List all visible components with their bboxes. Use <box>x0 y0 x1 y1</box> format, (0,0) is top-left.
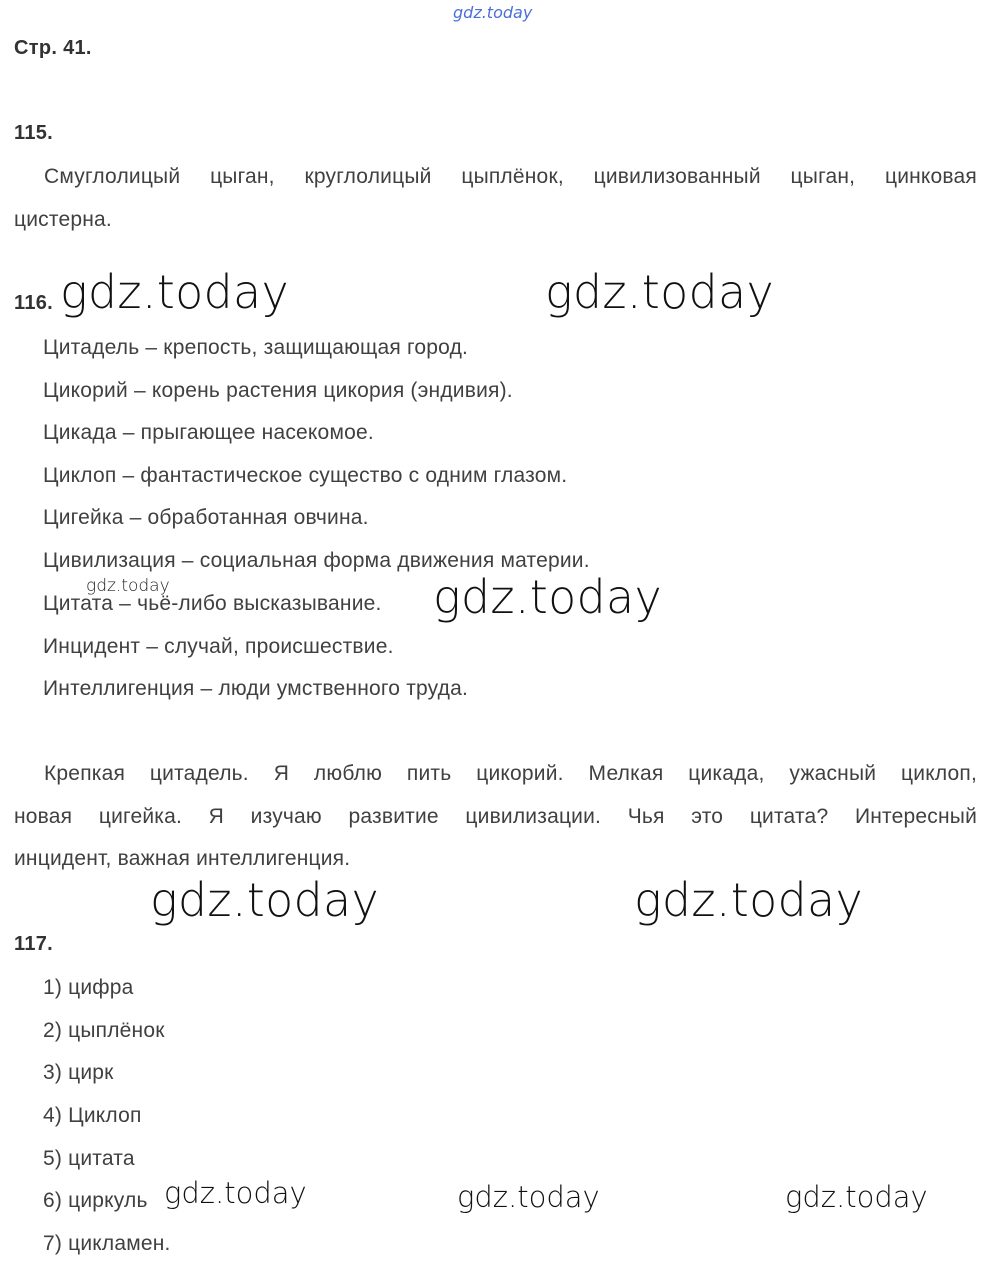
definition-item: Инцидент – случай, происшествие. <box>43 635 394 658</box>
exercise-number-117: 117. <box>14 933 54 955</box>
page-label: Стр. 41. <box>14 37 92 59</box>
definition-item: Цивилизация – социальная форма движения материи. <box>43 549 590 572</box>
exercise-number-115: 115. <box>14 122 54 144</box>
watermark: gdz.today <box>634 873 864 927</box>
watermark: gdz.today <box>545 265 775 319</box>
definition-item: Цитата – чьё-либо высказывание. <box>43 592 382 615</box>
exercise-116-paragraph <box>14 753 977 881</box>
watermark: gdz.today <box>785 1180 928 1214</box>
watermark: gdz.today <box>60 265 290 319</box>
watermark: gdz.today <box>150 873 380 927</box>
definition-item: Цикада – прыгающее насекомое. <box>43 421 374 444</box>
answer-item: 5) цитата <box>43 1147 135 1170</box>
answer-item: 2) цыплёнок <box>43 1019 165 1042</box>
answer-item: 3) цирк <box>43 1061 114 1084</box>
watermark-top: gdz.today <box>453 3 533 22</box>
watermark: gdz.today <box>433 570 663 624</box>
definition-item: Интеллигенция – люди умственного труда. <box>43 677 469 700</box>
text-line: новая цигейка. Я изучаю развитие цивилизации. Чья это цитата? Интересный <box>14 804 977 828</box>
answer-item: 4) Циклоп <box>43 1104 142 1127</box>
definition-item: Цитадель – крепость, защищающая город. <box>43 336 469 359</box>
definition-item: Циклоп – фантастическое существо с одним глазом. <box>43 464 568 487</box>
exercise-number-116: 116. <box>14 292 54 314</box>
watermark: gdz.today <box>457 1180 600 1214</box>
answer-item: 6) циркуль <box>43 1189 148 1212</box>
watermark-small: gdz.today <box>86 576 170 596</box>
answer-item: 7) цикламен. <box>43 1232 171 1255</box>
text-line: инцидент, важная интеллигенция. <box>14 847 351 870</box>
watermark: gdz.today <box>164 1176 307 1210</box>
answer-item: 1) цифра <box>43 976 134 999</box>
text-line: Смуглолицый цыган, круглолицый цыплёнок, цивилизованный цыган, цинковая <box>44 165 977 188</box>
text-line: цистерна. <box>14 207 112 231</box>
definition-item: Цикорий – корень растения цикория (эндивия). <box>43 379 513 402</box>
text-line: Крепкая цитадель. Я люблю пить цикорий. Мелкая цикада, ужасный циклоп, <box>44 762 977 785</box>
definition-item: Цигейка – обработанная овчина. <box>43 506 369 529</box>
exercise-115-text <box>14 156 977 241</box>
